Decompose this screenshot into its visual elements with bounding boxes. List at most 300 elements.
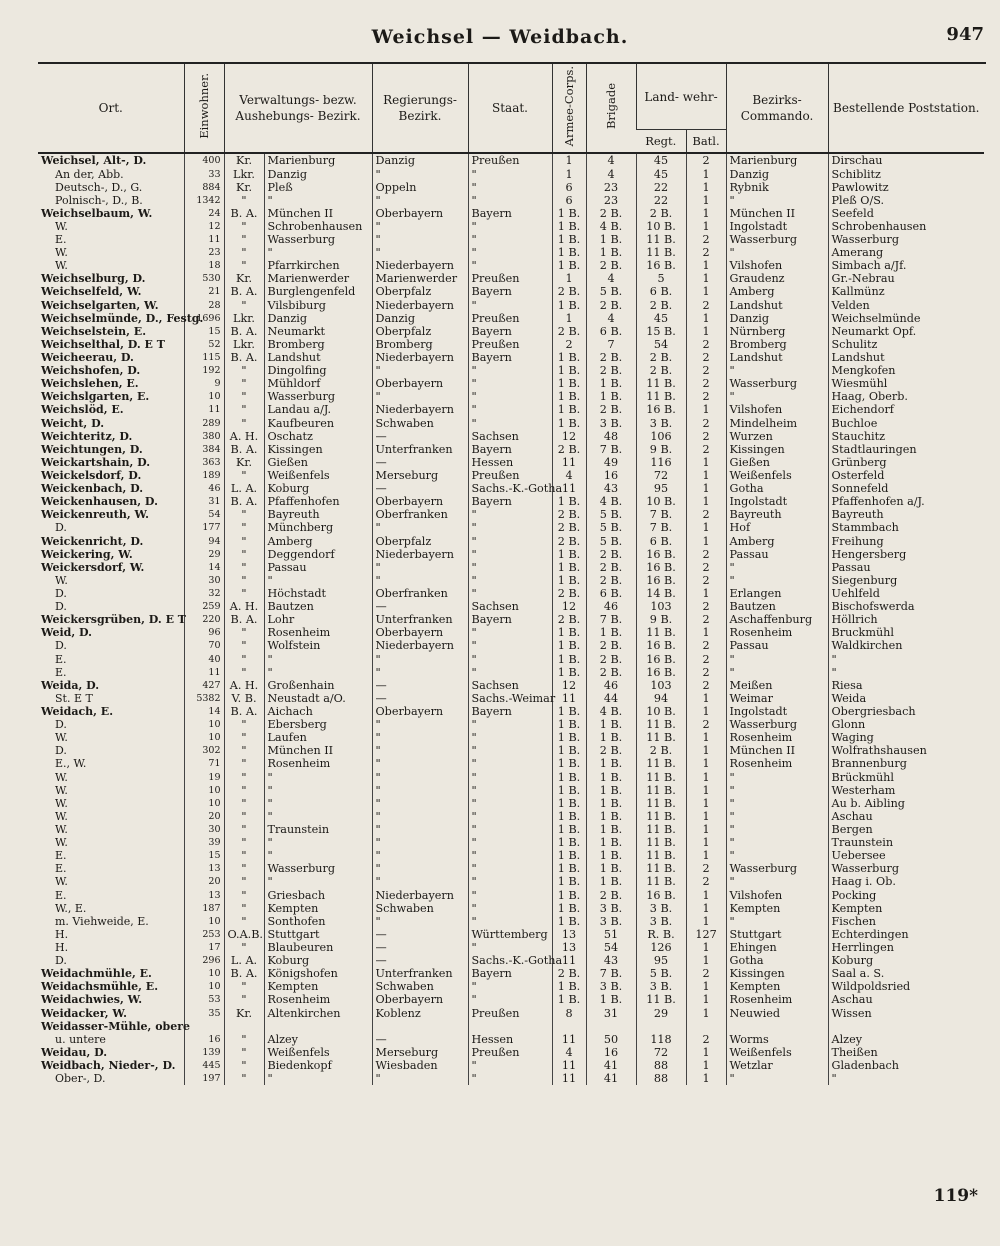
- cell-bc: ": [726, 915, 828, 928]
- table-row: [38, 246, 984, 259]
- cell-ps: Seefeld: [828, 207, 984, 220]
- cell-bc: Kempten: [726, 902, 828, 915]
- place-name: Weicht, D.: [41, 416, 105, 430]
- cell-ort: [38, 351, 184, 364]
- cell-br: 31: [586, 1006, 636, 1019]
- cell-ew: 10: [184, 967, 224, 980]
- cell-vb: ": [224, 888, 264, 901]
- cell-br: 1 B.: [586, 377, 636, 390]
- cell-st: Sachsen: [468, 430, 552, 443]
- cell-ps: Wiesmühl: [828, 377, 984, 390]
- table-row: [38, 417, 984, 430]
- cell-reg: ": [372, 521, 468, 534]
- cell-ew: 39: [184, 836, 224, 849]
- place-name: Weichselthal, D. E T: [41, 337, 165, 351]
- cell-ak: 1 B.: [552, 299, 586, 312]
- cell-ort: [38, 259, 184, 272]
- cell-ew: 46: [184, 482, 224, 495]
- footer-signature-mark: 119*: [933, 1186, 978, 1206]
- cell-vb: ": [224, 626, 264, 639]
- cell-ew: 20: [184, 810, 224, 823]
- cell-rg: 126: [636, 941, 686, 954]
- cell-rg: R. B.: [636, 928, 686, 941]
- table-row: [38, 679, 984, 692]
- cell-br: 3 B.: [586, 417, 636, 430]
- cell-ps: Brückmühl: [828, 770, 984, 783]
- cell-rg: 88: [636, 1059, 686, 1072]
- cell-br: 4: [586, 312, 636, 325]
- cell-ort: [38, 521, 184, 534]
- place-name: Weidacker, W.: [41, 1006, 127, 1020]
- cell-bt: 2: [686, 613, 726, 626]
- cell-vn: Kempten: [264, 902, 372, 915]
- place-name: Weichselgarten, W.: [41, 298, 159, 312]
- cell-ew: 177: [184, 521, 224, 534]
- cell-br: 1 B.: [586, 757, 636, 770]
- cell-ak: 1 B.: [552, 403, 586, 416]
- table-row: [38, 954, 984, 967]
- cell-ew: 197: [184, 1072, 224, 1085]
- cell-reg: Niederbayern: [372, 639, 468, 652]
- cell-ort: [38, 403, 184, 416]
- cell-bc: ": [726, 194, 828, 207]
- cell-bc: ": [726, 561, 828, 574]
- cell-vb: ": [224, 194, 264, 207]
- place-name: Weidachsmühle, E.: [41, 980, 159, 994]
- cell-ak: 1 B.: [552, 233, 586, 246]
- cell-vn: Kempten: [264, 980, 372, 993]
- cell-vn: Laufen: [264, 731, 372, 744]
- cell-ps: Pfaffenhofen a/J.: [828, 495, 984, 508]
- cell-vb: ": [224, 574, 264, 587]
- cell-bc: München II: [726, 744, 828, 757]
- cell-ort: [38, 1072, 184, 1085]
- cell-ort: [38, 705, 184, 718]
- cell-rg: 106: [636, 430, 686, 443]
- cell-ort: [38, 561, 184, 574]
- cell-ps: Westerham: [828, 784, 984, 797]
- cell-ak: 1 B.: [552, 653, 586, 666]
- cell-rg: 29: [636, 1006, 686, 1019]
- cell-rg: 10 B.: [636, 495, 686, 508]
- cell-ak: 8: [552, 1006, 586, 1019]
- cell-ak: 1 B.: [552, 220, 586, 233]
- place-name: Weidau, D.: [41, 1045, 108, 1059]
- cell-rg: 118: [636, 1033, 686, 1046]
- cell-reg: Merseburg: [372, 1046, 468, 1059]
- cell-rg: 54: [636, 338, 686, 351]
- cell-st: ": [468, 744, 552, 757]
- cell-br: 2 B.: [586, 403, 636, 416]
- cell-rg: 2 B.: [636, 207, 686, 220]
- cell-ps: Bayreuth: [828, 508, 984, 521]
- cell-ps: Au b. Aibling: [828, 797, 984, 810]
- cell-bt: 1: [686, 220, 726, 233]
- cell-vn: Burglengenfeld: [264, 285, 372, 298]
- cell-vb: ": [224, 797, 264, 810]
- cell-ew: 380: [184, 430, 224, 443]
- cell-ps: Wolfrathshausen: [828, 744, 984, 757]
- cell-vb: B. A.: [224, 495, 264, 508]
- cell-vn: Sonthofen: [264, 915, 372, 928]
- cell-ak: 1 B.: [552, 993, 586, 1006]
- cell-rg: 9 B.: [636, 613, 686, 626]
- cell-vb: ": [224, 862, 264, 875]
- cell-vb: B. A.: [224, 967, 264, 980]
- table-row: [38, 888, 984, 901]
- cell-ps: Bischofswerda: [828, 600, 984, 613]
- cell-bt: 1: [686, 692, 726, 705]
- cell-reg: —: [372, 1033, 468, 1046]
- cell-br: 2 B.: [586, 666, 636, 679]
- cell-ort: [38, 849, 184, 862]
- table-row: [38, 181, 984, 194]
- cell-br: 1 B.: [586, 784, 636, 797]
- cell-br: 4: [586, 153, 636, 167]
- cell-bt: 127: [686, 928, 726, 941]
- place-subentry: u. untere: [55, 1032, 106, 1046]
- cell-bt: 1: [686, 705, 726, 718]
- cell-bt: 1: [686, 325, 726, 338]
- table-row: [38, 836, 984, 849]
- cell-bt: 2: [686, 666, 726, 679]
- cell-st: ": [468, 993, 552, 1006]
- cell-vn: Danzig: [264, 167, 372, 180]
- cell-bt: 2: [686, 443, 726, 456]
- cell-br: 3 B.: [586, 915, 636, 928]
- cell-ort: [38, 744, 184, 757]
- cell-bt: 2: [686, 679, 726, 692]
- cell-ps: Theißen: [828, 1046, 984, 1059]
- cell-bc: [726, 1020, 828, 1033]
- place-name: Weickelsdorf, D.: [41, 469, 142, 483]
- cell-vb: ": [224, 784, 264, 797]
- cell-st: ": [468, 587, 552, 600]
- cell-br: 2 B.: [586, 548, 636, 561]
- cell-bc: Gotha: [726, 482, 828, 495]
- cell-ps: Wissen: [828, 1006, 984, 1019]
- page-number: 947: [946, 24, 984, 45]
- table-row: [38, 207, 984, 220]
- cell-vb: ": [224, 403, 264, 416]
- cell-reg: Marienwerder: [372, 272, 468, 285]
- cell-ew: 445: [184, 1059, 224, 1072]
- cell-reg: Niederbayern: [372, 351, 468, 364]
- cell-ps: Gladenbach: [828, 1059, 984, 1072]
- cell-bc: Danzig: [726, 312, 828, 325]
- cell-bt: 1: [686, 954, 726, 967]
- cell-rg: 16 B.: [636, 548, 686, 561]
- cell-ak: 11: [552, 1033, 586, 1046]
- table-row: [38, 312, 984, 325]
- cell-vn: Biedenkopf: [264, 1059, 372, 1072]
- cell-ps: Haag, Oberb.: [828, 390, 984, 403]
- cell-vn: Landshut: [264, 351, 372, 364]
- cell-ak: 1 B.: [552, 810, 586, 823]
- cell-ew: 20: [184, 875, 224, 888]
- table-row: [38, 797, 984, 810]
- cell-br: 1 B.: [586, 246, 636, 259]
- cell-ak: 1 B.: [552, 915, 586, 928]
- cell-vb: ": [224, 810, 264, 823]
- cell-ew: 14: [184, 561, 224, 574]
- cell-bt: 2: [686, 364, 726, 377]
- cell-vn: Pfarrkirchen: [264, 259, 372, 272]
- cell-bt: 2: [686, 1033, 726, 1046]
- cell-vb: Kr.: [224, 456, 264, 469]
- cell-ak: 11: [552, 1072, 586, 1085]
- place-subentry: E.: [55, 862, 67, 876]
- cell-ew: 33: [184, 167, 224, 180]
- cell-st: Bayern: [468, 443, 552, 456]
- cell-vb: ": [224, 718, 264, 731]
- cell-st: Hessen: [468, 1033, 552, 1046]
- cell-rg: 11 B.: [636, 757, 686, 770]
- cell-br: 5 B.: [586, 535, 636, 548]
- place-subentry: H.: [55, 940, 69, 954]
- cell-reg: Koblenz: [372, 1006, 468, 1019]
- cell-ak: 11: [552, 692, 586, 705]
- cell-vn: Gießen: [264, 456, 372, 469]
- table-body: [38, 153, 984, 1085]
- place-subentry: D.: [55, 600, 67, 614]
- cell-bc: Rosenheim: [726, 731, 828, 744]
- cell-vn: Neumarkt: [264, 325, 372, 338]
- cell-vb: Lkr.: [224, 167, 264, 180]
- cell-ak: 1 B.: [552, 705, 586, 718]
- cell-reg: ": [372, 1072, 468, 1085]
- cell-bc: Wurzen: [726, 430, 828, 443]
- cell-vb: ": [224, 587, 264, 600]
- cell-ort: [38, 613, 184, 626]
- cell-ew: 15: [184, 849, 224, 862]
- cell-ak: 1 B.: [552, 351, 586, 364]
- table-row: [38, 548, 984, 561]
- cell-rg: 88: [636, 1072, 686, 1085]
- place-name: Weickersdorf, W.: [41, 560, 145, 574]
- table-row: [38, 692, 984, 705]
- cell-reg: ": [372, 220, 468, 233]
- cell-vn: Bayreuth: [264, 508, 372, 521]
- cell-ort: [38, 666, 184, 679]
- cell-ak: 1 B.: [552, 718, 586, 731]
- cell-ps: ": [828, 666, 984, 679]
- cell-bt: 1: [686, 902, 726, 915]
- cell-ort: [38, 639, 184, 652]
- cell-rg: 3 B.: [636, 417, 686, 430]
- cell-bt: 2: [686, 508, 726, 521]
- cell-st: Sachsen: [468, 600, 552, 613]
- cell-bt: 2: [686, 377, 726, 390]
- cell-bt: 1: [686, 757, 726, 770]
- cell-bc: ": [726, 653, 828, 666]
- cell-br: 1 B.: [586, 390, 636, 403]
- cell-bc: ": [726, 875, 828, 888]
- cell-ew: 15: [184, 325, 224, 338]
- cell-vb: B. A.: [224, 705, 264, 718]
- cell-vn: ": [264, 875, 372, 888]
- cell-bc: ": [726, 390, 828, 403]
- cell-reg: Schwaben: [372, 417, 468, 430]
- cell-rg: 16 B.: [636, 403, 686, 416]
- cell-ort: [38, 1033, 184, 1046]
- cell-bc: ": [726, 364, 828, 377]
- cell-bt: 2: [686, 351, 726, 364]
- cell-ort: [38, 823, 184, 836]
- cell-ak: 1 B.: [552, 548, 586, 561]
- cell-ak: 1 B.: [552, 797, 586, 810]
- cell-vn: Passau: [264, 561, 372, 574]
- cell-ew: 18: [184, 259, 224, 272]
- cell-st: ": [468, 561, 552, 574]
- cell-br: 4: [586, 167, 636, 180]
- cell-ak: 2 B.: [552, 587, 586, 600]
- cell-reg: Oberfranken: [372, 587, 468, 600]
- cell-ak: 1: [552, 153, 586, 167]
- cell-bt: 1: [686, 993, 726, 1006]
- cell-bt: 1: [686, 888, 726, 901]
- cell-ps: Uebersee: [828, 849, 984, 862]
- cell-vn: ": [264, 797, 372, 810]
- cell-bc: ": [726, 770, 828, 783]
- cell-bt: 2: [686, 390, 726, 403]
- col-regierung: Regierungs- Bezirk.: [372, 64, 468, 153]
- table-row: [38, 784, 984, 797]
- cell-br: 2 B.: [586, 653, 636, 666]
- cell-br: 43: [586, 482, 636, 495]
- cell-reg: Niederbayern: [372, 403, 468, 416]
- cell-ps: Hengersberg: [828, 548, 984, 561]
- cell-ort: [38, 535, 184, 548]
- cell-bc: Weimar: [726, 692, 828, 705]
- cell-rg: 72: [636, 469, 686, 482]
- cell-reg: Niederbayern: [372, 548, 468, 561]
- cell-reg: ": [372, 653, 468, 666]
- cell-ps: Schrobenhausen: [828, 220, 984, 233]
- cell-st: ": [468, 181, 552, 194]
- place-subentry: E.: [55, 652, 67, 666]
- cell-br: 7 B.: [586, 613, 636, 626]
- cell-bc: Danzig: [726, 167, 828, 180]
- cell-vb: ": [224, 875, 264, 888]
- cell-vb: ": [224, 364, 264, 377]
- cell-bt: 1: [686, 259, 726, 272]
- cell-reg: [372, 1020, 468, 1033]
- cell-ort: [38, 980, 184, 993]
- cell-st: Preußen: [468, 1006, 552, 1019]
- cell-reg: ": [372, 862, 468, 875]
- cell-bt: 2: [686, 875, 726, 888]
- cell-st: ": [468, 246, 552, 259]
- cell-ort: [38, 233, 184, 246]
- cell-vb: ": [224, 246, 264, 259]
- cell-bc: Passau: [726, 639, 828, 652]
- cell-ak: 1 B.: [552, 574, 586, 587]
- cell-vn: Koburg: [264, 482, 372, 495]
- cell-ew: 53: [184, 993, 224, 1006]
- cell-bc: Worms: [726, 1033, 828, 1046]
- cell-ew: 29: [184, 548, 224, 561]
- cell-ak: 2 B.: [552, 443, 586, 456]
- cell-ew: 28: [184, 299, 224, 312]
- cell-reg: ": [372, 390, 468, 403]
- cell-bt: 1: [686, 587, 726, 600]
- cell-vn: ": [264, 1072, 372, 1085]
- cell-vn: Bromberg: [264, 338, 372, 351]
- cell-ps: Wasserburg: [828, 233, 984, 246]
- cell-ort: [38, 390, 184, 403]
- place-name: Weickenbach, D.: [41, 482, 144, 496]
- cell-br: 5 B.: [586, 521, 636, 534]
- cell-rg: 11 B.: [636, 797, 686, 810]
- table-row: [38, 980, 984, 993]
- cell-reg: Oberpfalz: [372, 535, 468, 548]
- cell-reg: ": [372, 797, 468, 810]
- cell-ak: 1 B.: [552, 849, 586, 862]
- cell-bt: 2: [686, 153, 726, 167]
- cell-bc: Meißen: [726, 679, 828, 692]
- table-row: [38, 757, 984, 770]
- gazetteer-table: [38, 64, 984, 1085]
- cell-ort: [38, 299, 184, 312]
- cell-reg: Unterfranken: [372, 967, 468, 980]
- cell-reg: Oberbayern: [372, 626, 468, 639]
- cell-ak: 1 B.: [552, 495, 586, 508]
- cell-vn: Landau a/J.: [264, 403, 372, 416]
- cell-ort: [38, 797, 184, 810]
- cell-st: Bayern: [468, 325, 552, 338]
- cell-bc: Neuwied: [726, 1006, 828, 1019]
- place-subentry: D.: [55, 954, 67, 968]
- cell-ew: 10: [184, 718, 224, 731]
- table-row: [38, 705, 984, 718]
- cell-ak: 4: [552, 469, 586, 482]
- place-subentry: H.: [55, 927, 69, 941]
- cell-vn: Aichach: [264, 705, 372, 718]
- cell-vb: ": [224, 849, 264, 862]
- cell-reg: Danzig: [372, 153, 468, 167]
- cell-ps: Passau: [828, 561, 984, 574]
- table-row: [38, 1006, 984, 1019]
- cell-reg: Oberbayern: [372, 377, 468, 390]
- col-regt: Regt.: [636, 130, 686, 154]
- cell-ew: 12: [184, 220, 224, 233]
- table-row: [38, 993, 984, 1006]
- cell-st: ": [468, 548, 552, 561]
- cell-ort: [38, 862, 184, 875]
- cell-rg: 11 B.: [636, 390, 686, 403]
- cell-br: 3 B.: [586, 902, 636, 915]
- cell-bc: Nürnberg: [726, 325, 828, 338]
- cell-br: 2 B.: [586, 639, 636, 652]
- cell-vn: Dingolfing: [264, 364, 372, 377]
- place-subentry: W.: [55, 836, 68, 850]
- cell-vn: ": [264, 653, 372, 666]
- cell-vb: ": [224, 1059, 264, 1072]
- table-row: [38, 1046, 984, 1059]
- cell-ps: Pocking: [828, 888, 984, 901]
- cell-ps: Traunstein: [828, 836, 984, 849]
- cell-ew: 13: [184, 888, 224, 901]
- cell-ew: 10: [184, 731, 224, 744]
- cell-ak: 1 B.: [552, 561, 586, 574]
- cell-ew: 10: [184, 784, 224, 797]
- cell-st: ": [468, 167, 552, 180]
- cell-vb: A. H.: [224, 679, 264, 692]
- cell-reg: Danzig: [372, 312, 468, 325]
- cell-vn: Wasserburg: [264, 390, 372, 403]
- cell-br: 2 B.: [586, 888, 636, 901]
